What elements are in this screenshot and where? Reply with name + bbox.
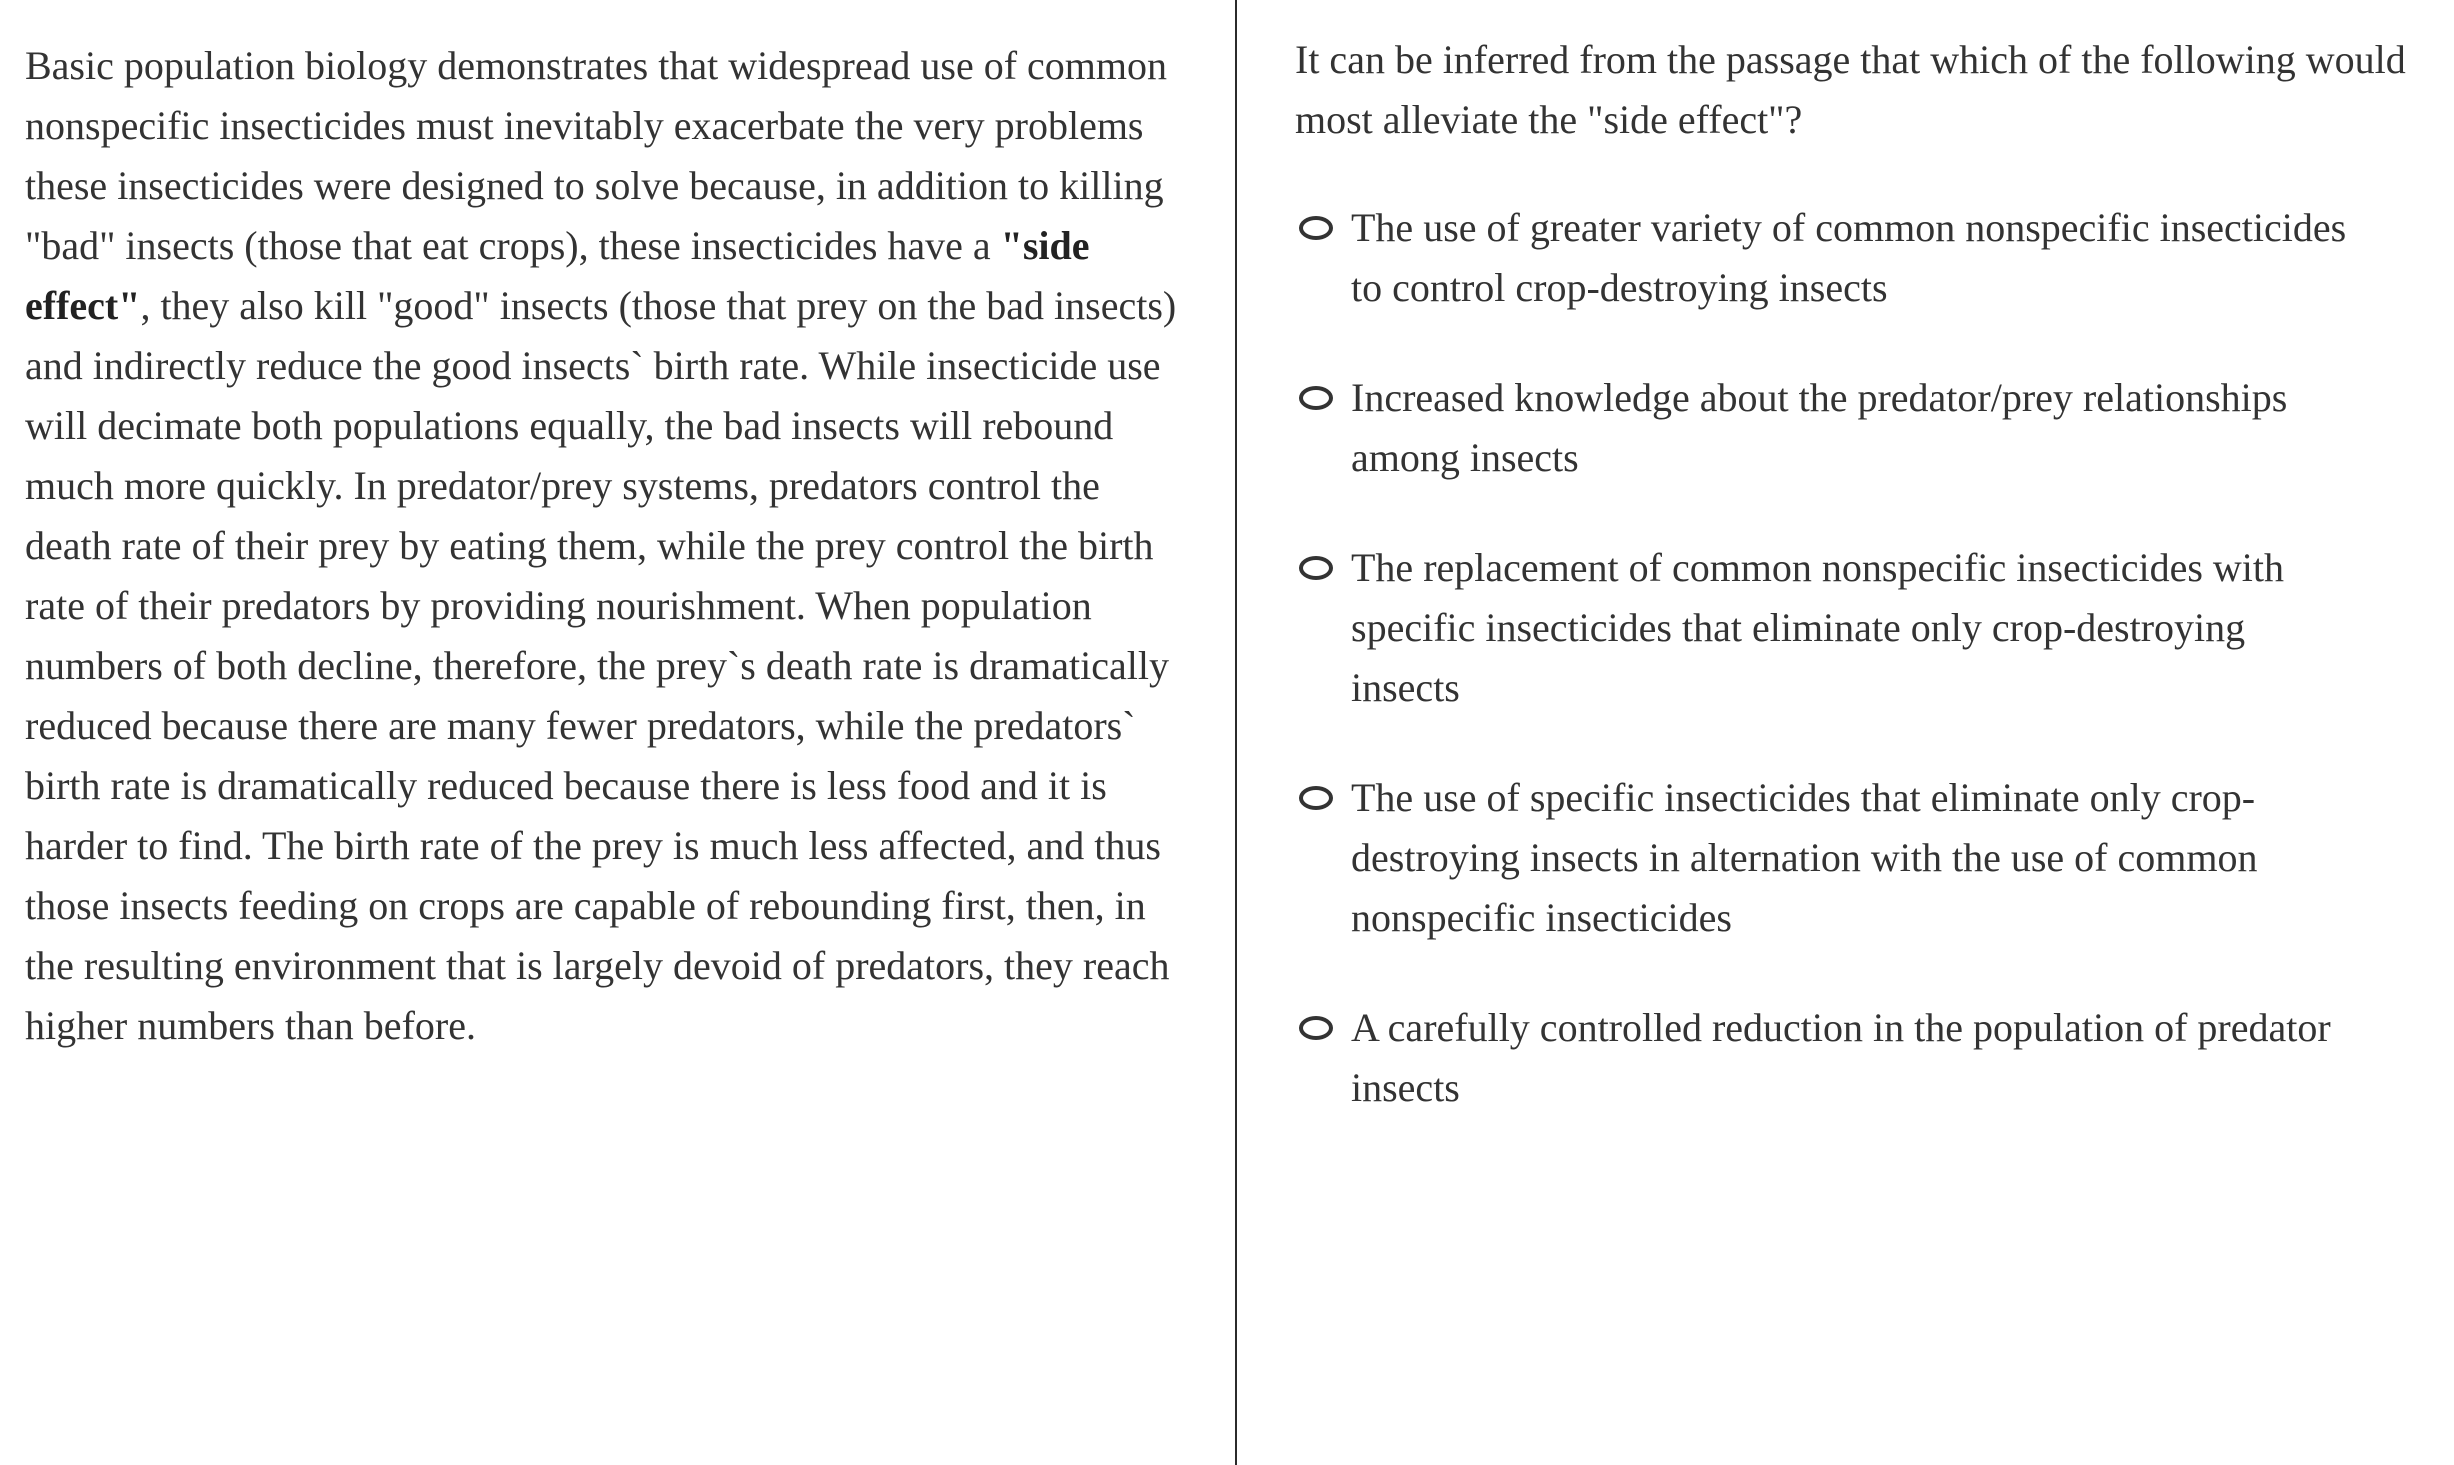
question-stem: It can be inferred from the passage that which of the following would most alleviate the "side effect"? [1295,37,2406,142]
passage-text-end: , they also kill "good" insects (those that prey on the bad insects) and indirectly reduce the good insects` birth rate. While insecticide use will decimate both populations equally, the bad insects will rebound much more quickly. In predator/prey systems, predators control the death rate of their prey by eating them, while the prey control the birth rate of their predators by providing nourishment. When population numbers of both decline, therefore, the prey`s death rate is dramatically reduced because there are many fewer predators, while the predators` birth rate is dramatically reduced because there is less food and it is harder to find. The birth rate of the prey is much less affected, and thus those insects feeding on crops are capable of rebounding first, then, in the resulting environment that is largely devoid of predators, they reach higher numbers than before. [25,283,1177,1048]
answer-option-c[interactable] [1295,538,2425,718]
radio-button-a[interactable] [1299,216,1333,240]
answer-option-label: A carefully controlled reduction in the population of predator insects [1351,1005,2331,1110]
pane-divider[interactable] [1235,0,1237,1465]
passage-emphasis: "side effect" [25,223,1090,328]
answer-option-label: Increased knowledge about the predator/prey relationships among insects [1351,375,2288,480]
answer-option-label: The use of greater variety of common nonspecific insecticides to control crop-destroying insects [1351,205,2347,310]
answer-option-d[interactable] [1295,768,2425,948]
reading-passage [25,36,1195,1056]
answer-option-a[interactable] [1295,198,2425,318]
answer-option-e[interactable] [1295,998,2425,1118]
answer-option-label: The replacement of common nonspecific insecticides with specific insecticides that eliminate only crop-destroying insects [1351,545,2285,710]
passage-text-start: Basic population biology demonstrates that widespread use of common nonspecific insecticides must inevitably exacerbate the very problems these insecticides were designed to solve because, in addition to killing "bad" insects (those that eat crops), these insecticides have a [25,43,1167,268]
answer-option-b[interactable] [1295,368,2425,488]
question-pane [1295,30,2425,1168]
radio-button-e[interactable] [1299,1016,1333,1040]
answer-option-label: The use of specific insecticides that eliminate only crop-destroying insects in alternation with the use of common nonspecific insecticides [1351,775,2258,940]
answer-options [1295,198,2425,1118]
radio-button-d[interactable] [1299,786,1333,810]
radio-button-c[interactable] [1299,556,1333,580]
radio-button-b[interactable] [1299,386,1333,410]
